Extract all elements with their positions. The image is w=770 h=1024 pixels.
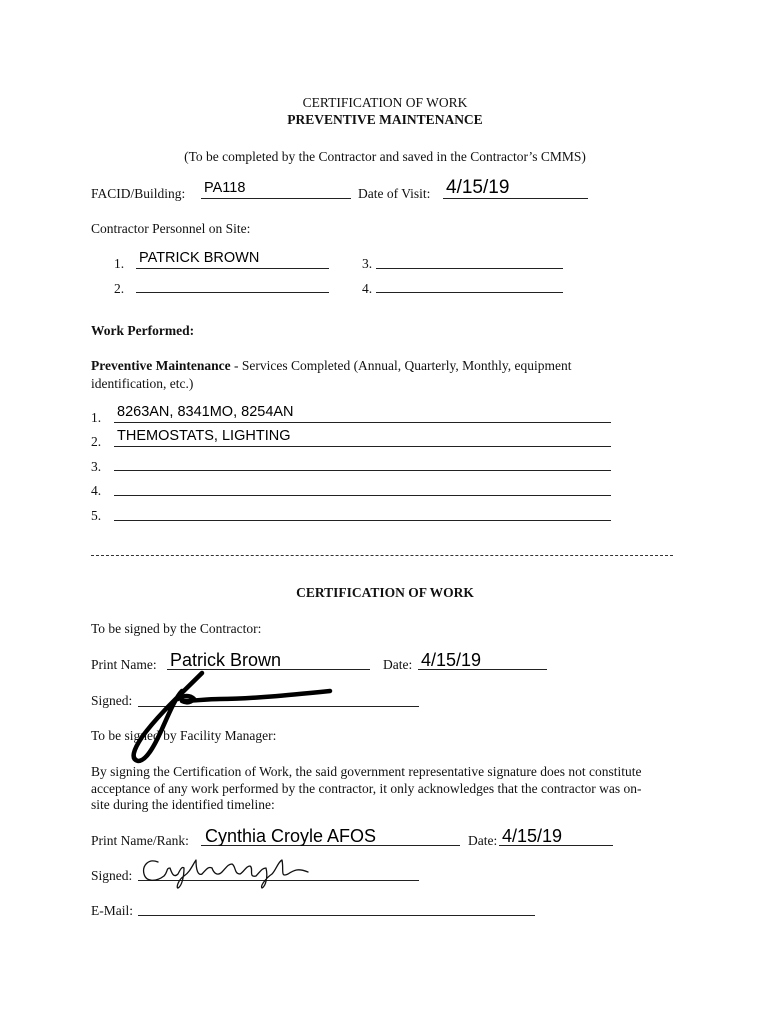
contractor-sign-label: To be signed by the Contractor:	[91, 621, 262, 636]
contractor-date-field[interactable]: 4/15/19	[421, 650, 482, 670]
manager-date-label: Date:	[468, 833, 498, 848]
disclaimer-text: By signing the Certification of Work, the said government representative signature does not constitute acceptance of any work performed by the contractor, it only acknowledges that the contractor was on-site during the identified timeline:	[91, 764, 642, 812]
contractor-date-label: Date:	[383, 657, 413, 672]
facid-field-line	[201, 198, 351, 199]
work-item-3[interactable]	[114, 470, 611, 471]
work-item-number: 1.	[91, 410, 102, 425]
form-title: CERTIFICATION OF WORK	[302, 95, 468, 110]
pm-label: Preventive Maintenance	[91, 358, 231, 373]
pm-desc-line2: identification, etc.)	[91, 376, 194, 391]
pm-desc-line1: - Services Completed (Annual, Quarterly, Monthly, equipment	[230, 358, 572, 373]
personnel-number: 4.	[362, 281, 373, 296]
personnel-number: 3.	[362, 256, 373, 271]
visit-date-field[interactable]: 4/15/19	[446, 177, 510, 198]
rank-field[interactable]: Cynthia Croyle AFOS	[205, 826, 377, 846]
personnel-field-1[interactable]: PATRICK BROWN	[139, 250, 260, 266]
work-item-2[interactable]: THEMOSTATS, LIGHTING	[117, 428, 291, 444]
print-name-field[interactable]: Patrick Brown	[170, 650, 282, 670]
form-subtitle: PREVENTIVE MAINTENANCE	[287, 112, 483, 127]
personnel-number: 2.	[114, 281, 125, 296]
facid-label: FACID/Building:	[91, 186, 186, 201]
rank-label: Print Name/Rank:	[91, 833, 189, 848]
personnel-label: Contractor Personnel on Site:	[91, 221, 251, 236]
manager-signature	[138, 852, 318, 892]
personnel-number: 1.	[114, 256, 125, 271]
print-name-label: Print Name:	[91, 657, 157, 672]
work-item-line	[114, 446, 611, 447]
work-item-number: 5.	[91, 508, 102, 523]
personnel-field-3[interactable]	[376, 268, 563, 269]
work-item-number: 2.	[91, 434, 102, 449]
manager-signed-label: Signed:	[91, 868, 133, 883]
work-performed-heading: Work Performed:	[91, 323, 195, 338]
form-instructions: (To be completed by the Contractor and saved in the Contractor’s CMMS)	[184, 149, 586, 164]
facid-field[interactable]: PA118	[204, 180, 246, 196]
work-item-line	[114, 422, 611, 423]
contractor-signature	[110, 655, 350, 770]
contractor-signed-label: Signed:	[91, 693, 133, 708]
manager-date-field[interactable]: 4/15/19	[502, 826, 563, 846]
email-label: E-Mail:	[91, 903, 133, 918]
email-field[interactable]	[138, 915, 535, 916]
pm-description	[91, 358, 572, 374]
work-item-1[interactable]: 8263AN, 8341MO, 8254AN	[117, 404, 294, 420]
manager-sign-label: To be signed by Facility Manager:	[91, 728, 277, 743]
work-item-number: 4.	[91, 483, 102, 498]
personnel-field-2[interactable]	[136, 292, 329, 293]
work-item-4[interactable]	[114, 495, 611, 496]
work-item-5[interactable]	[114, 520, 611, 521]
section-divider	[91, 555, 673, 556]
personnel-field-line	[136, 268, 329, 269]
work-item-number: 3.	[91, 459, 102, 474]
personnel-field-4[interactable]	[376, 292, 563, 293]
visit-date-label: Date of Visit:	[358, 186, 431, 201]
certification-heading: CERTIFICATION OF WORK	[296, 585, 474, 600]
